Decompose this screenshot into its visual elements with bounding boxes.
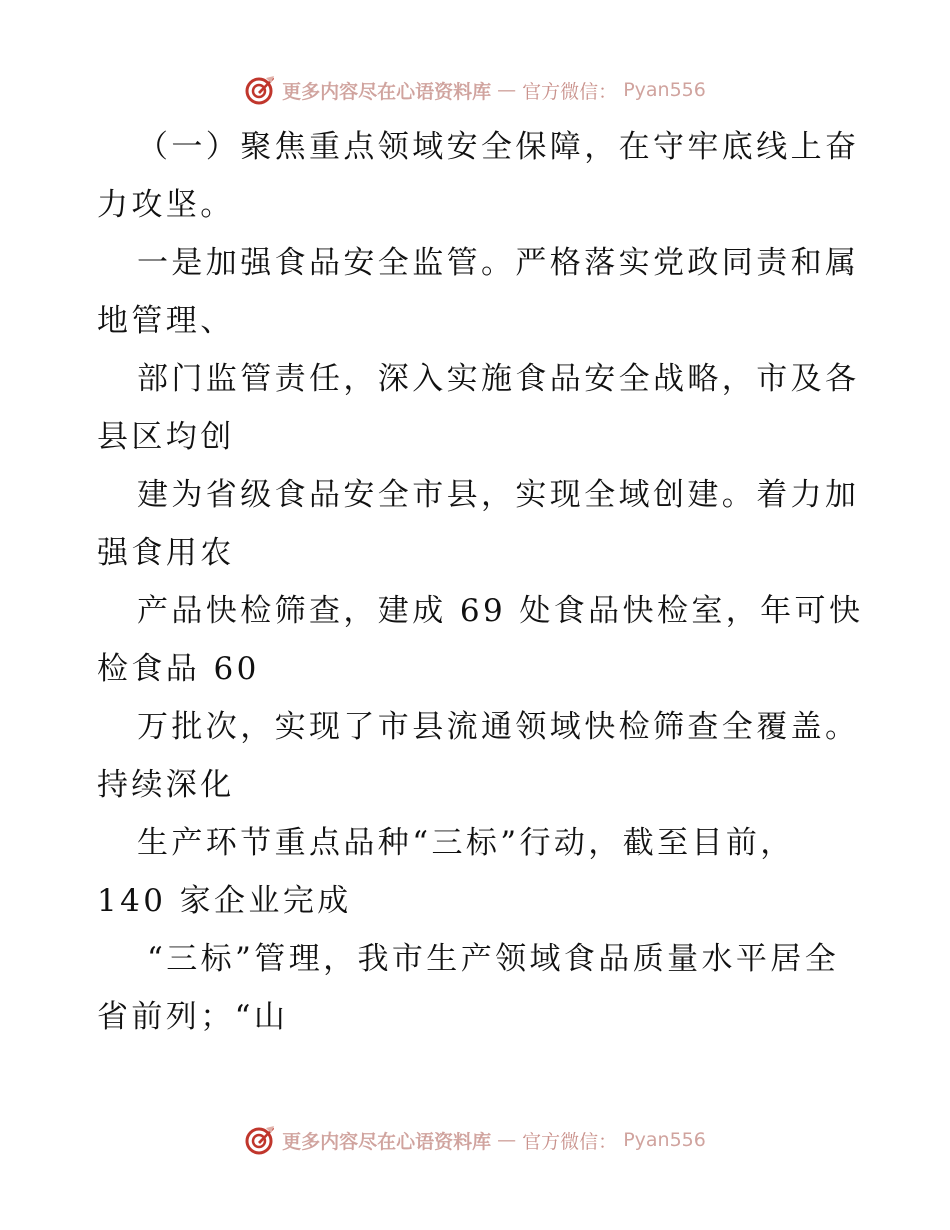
text-line: 检食品 60 [97,651,260,687]
watermark-site-text: 更多内容尽在心语资料库 [282,80,492,103]
text-line: 140 家企业完成 [97,883,352,919]
text-line: 产品快检筛查，建成 69 处食品快检室，年可快 [137,593,864,629]
watermark-dash: — [497,1129,517,1151]
text-line: 持续深化 [97,767,235,803]
watermark-wechat-id: Pyan556 [623,1129,706,1151]
footer-watermark [0,1120,950,1160]
text-line: 部门监管责任，深入实施食品安全战略，市及各 [137,361,860,397]
watermark-dash: — [497,79,517,101]
text-line: 省前列；“山 [97,999,289,1035]
text-line: 力攻坚。 [97,187,235,223]
text-line: 建为省级食品安全市县，实现全域创建。着力加 [137,477,860,513]
quill-logo-icon [244,74,276,106]
heading-line: （一）聚焦重点领域安全保障，在守牢底线上奋 [137,129,860,165]
text-line: 一是加强食品安全监管。严格落实党政同责和属 [137,245,860,281]
text-line: 地管理、 [97,303,235,339]
watermark-wechat-id: Pyan556 [623,79,706,101]
text-line: 万批次，实现了市县流通领域快检筛查全覆盖。 [137,709,860,745]
watermark-wechat-label: 官方微信： [522,1130,618,1153]
quill-logo-icon [244,1124,276,1156]
watermark-site-text: 更多内容尽在心语资料库 [282,1130,492,1153]
document-body [97,118,864,1046]
watermark-wechat-label: 官方微信： [522,80,618,103]
text-line: 强食用农 [97,535,235,571]
text-line: 生产环节重点品种“三标”行动，截至目前， [137,825,795,861]
text-line: 县区均创 [97,419,235,455]
header-watermark [0,70,950,110]
text-line: “三标”管理，我市生产领域食品质量水平居全 [147,941,840,977]
